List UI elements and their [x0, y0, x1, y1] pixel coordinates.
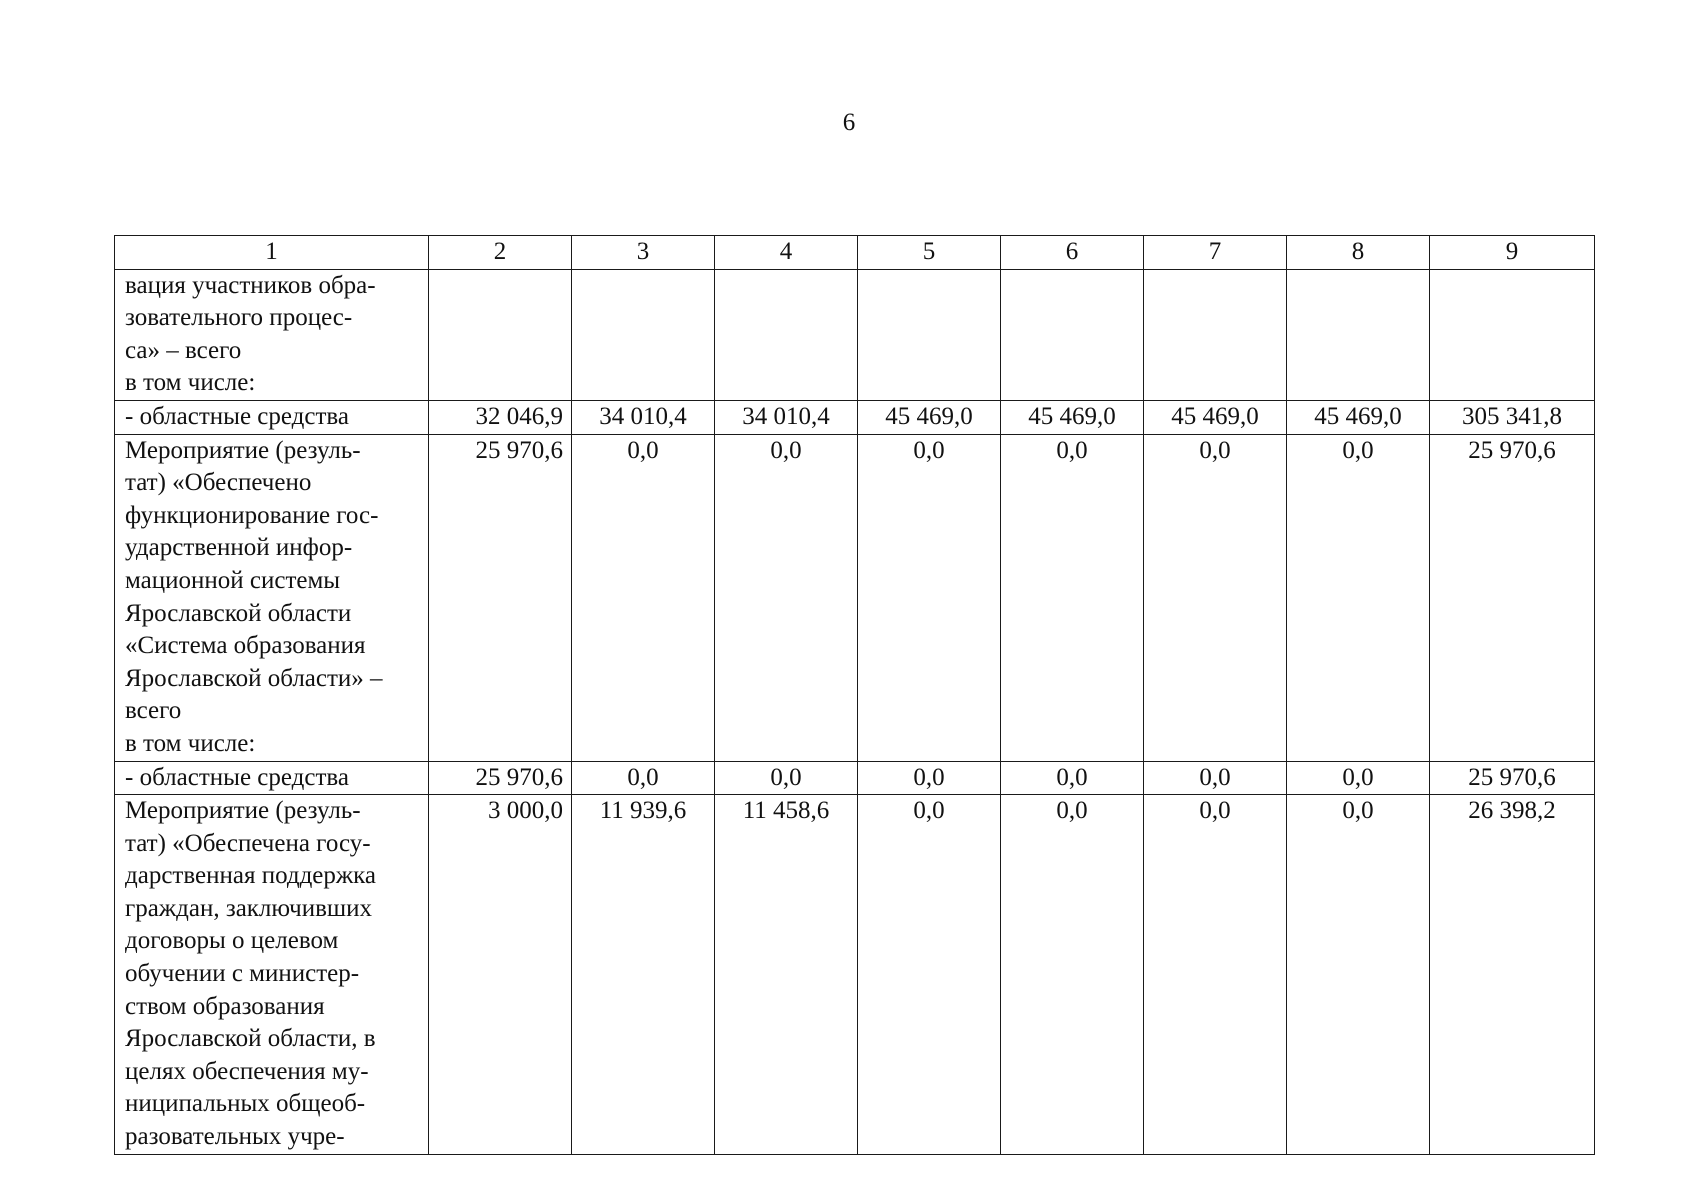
row-label-line: целях обеспечения му-	[125, 1057, 369, 1085]
column-number: 3	[572, 236, 715, 270]
value-cell	[1144, 269, 1287, 400]
value-cell: 0,0	[572, 761, 715, 795]
row-label-line: - областные средства	[125, 763, 349, 791]
row-label-line: в том числе:	[125, 369, 256, 397]
value-cell: 0,0	[1001, 434, 1144, 761]
value-cell	[1001, 269, 1144, 400]
value-cell: 3 000,0	[429, 795, 572, 1155]
value-cell	[858, 269, 1001, 400]
table-row	[115, 269, 1595, 400]
column-number: 6	[1001, 236, 1144, 270]
value-cell: 32 046,9	[429, 400, 572, 434]
value-cell: 45 469,0	[1144, 400, 1287, 434]
column-number: 2	[429, 236, 572, 270]
value-cell: 0,0	[858, 434, 1001, 761]
row-label-line: граждан, заключивших	[125, 894, 373, 922]
column-number: 8	[1287, 236, 1430, 270]
value-cell: 0,0	[1144, 761, 1287, 795]
value-cell: 0,0	[715, 434, 858, 761]
value-cell: 305 341,8	[1430, 400, 1595, 434]
column-number: 5	[858, 236, 1001, 270]
value-cell: 0,0	[1001, 761, 1144, 795]
row-label	[115, 761, 429, 795]
value-cell	[1430, 269, 1595, 400]
value-cell: 0,0	[1144, 795, 1287, 1155]
row-label-line: ниципальных общеоб-	[125, 1090, 366, 1118]
row-label-line: тат) «Обеспечена госу-	[125, 829, 371, 857]
value-cell: 34 010,4	[572, 400, 715, 434]
row-label-line: - областные средства	[125, 402, 349, 430]
value-cell: 0,0	[1287, 434, 1430, 761]
row-label-line: обучении с министер-	[125, 960, 360, 988]
row-label-line: функционирование гос-	[125, 501, 379, 529]
funding-table	[114, 235, 1595, 1155]
value-cell: 11 458,6	[715, 795, 858, 1155]
row-label-line: зовательного процес-	[125, 304, 353, 332]
row-label-line: всего	[125, 697, 182, 725]
value-cell: 45 469,0	[1287, 400, 1430, 434]
row-label-line: договоры о целевом	[125, 927, 339, 955]
value-cell: 25 970,6	[429, 434, 572, 761]
value-cell: 34 010,4	[715, 400, 858, 434]
value-cell: 0,0	[1287, 761, 1430, 795]
value-cell: 25 970,6	[1430, 434, 1595, 761]
value-cell	[572, 269, 715, 400]
row-label-line: вация участников обра-	[125, 271, 376, 299]
row-label-line: Мероприятие (резуль-	[125, 797, 361, 825]
value-cell: 0,0	[1144, 434, 1287, 761]
value-cell: 45 469,0	[1001, 400, 1144, 434]
value-cell: 45 469,0	[858, 400, 1001, 434]
value-cell: 0,0	[858, 795, 1001, 1155]
column-number: 9	[1430, 236, 1595, 270]
value-cell: 11 939,6	[572, 795, 715, 1155]
row-label-line: тат) «Обеспечено	[125, 469, 312, 497]
value-cell: 0,0	[858, 761, 1001, 795]
row-label-line: ством образования	[125, 992, 325, 1020]
value-cell	[715, 269, 858, 400]
row-label	[115, 269, 429, 400]
header-row	[115, 236, 1595, 270]
value-cell: 0,0	[1001, 795, 1144, 1155]
row-label-line: дарственная поддержка	[125, 862, 377, 890]
row-label-line: разовательных учре-	[125, 1123, 345, 1151]
column-number: 7	[1144, 236, 1287, 270]
value-cell	[1287, 269, 1430, 400]
table-row	[115, 400, 1595, 434]
row-label-line: са» – всего	[125, 336, 242, 364]
row-label-line: Ярославской области» –	[125, 664, 383, 692]
column-number: 1	[115, 236, 429, 270]
value-cell: 0,0	[572, 434, 715, 761]
page-number: 6	[842, 109, 856, 136]
row-label	[115, 795, 429, 1155]
row-label-line: мационной системы	[125, 566, 341, 594]
table-row	[115, 761, 1595, 795]
row-label-line: ударственной инфор-	[125, 534, 353, 562]
value-cell: 25 970,6	[1430, 761, 1595, 795]
row-label	[115, 434, 429, 761]
value-cell: 0,0	[715, 761, 858, 795]
row-label-line: в том числе:	[125, 729, 256, 757]
table-row	[115, 434, 1595, 761]
row-label-line: Ярославской области	[125, 599, 352, 627]
value-cell: 26 398,2	[1430, 795, 1595, 1155]
row-label	[115, 400, 429, 434]
column-number: 4	[715, 236, 858, 270]
value-cell: 0,0	[1287, 795, 1430, 1155]
row-label-line: «Система образования	[125, 632, 366, 660]
row-label-line: Мероприятие (резуль-	[125, 436, 361, 464]
table-row	[115, 795, 1595, 1155]
value-cell: 25 970,6	[429, 761, 572, 795]
row-label-line: Ярославской области, в	[125, 1025, 376, 1053]
value-cell	[429, 269, 572, 400]
